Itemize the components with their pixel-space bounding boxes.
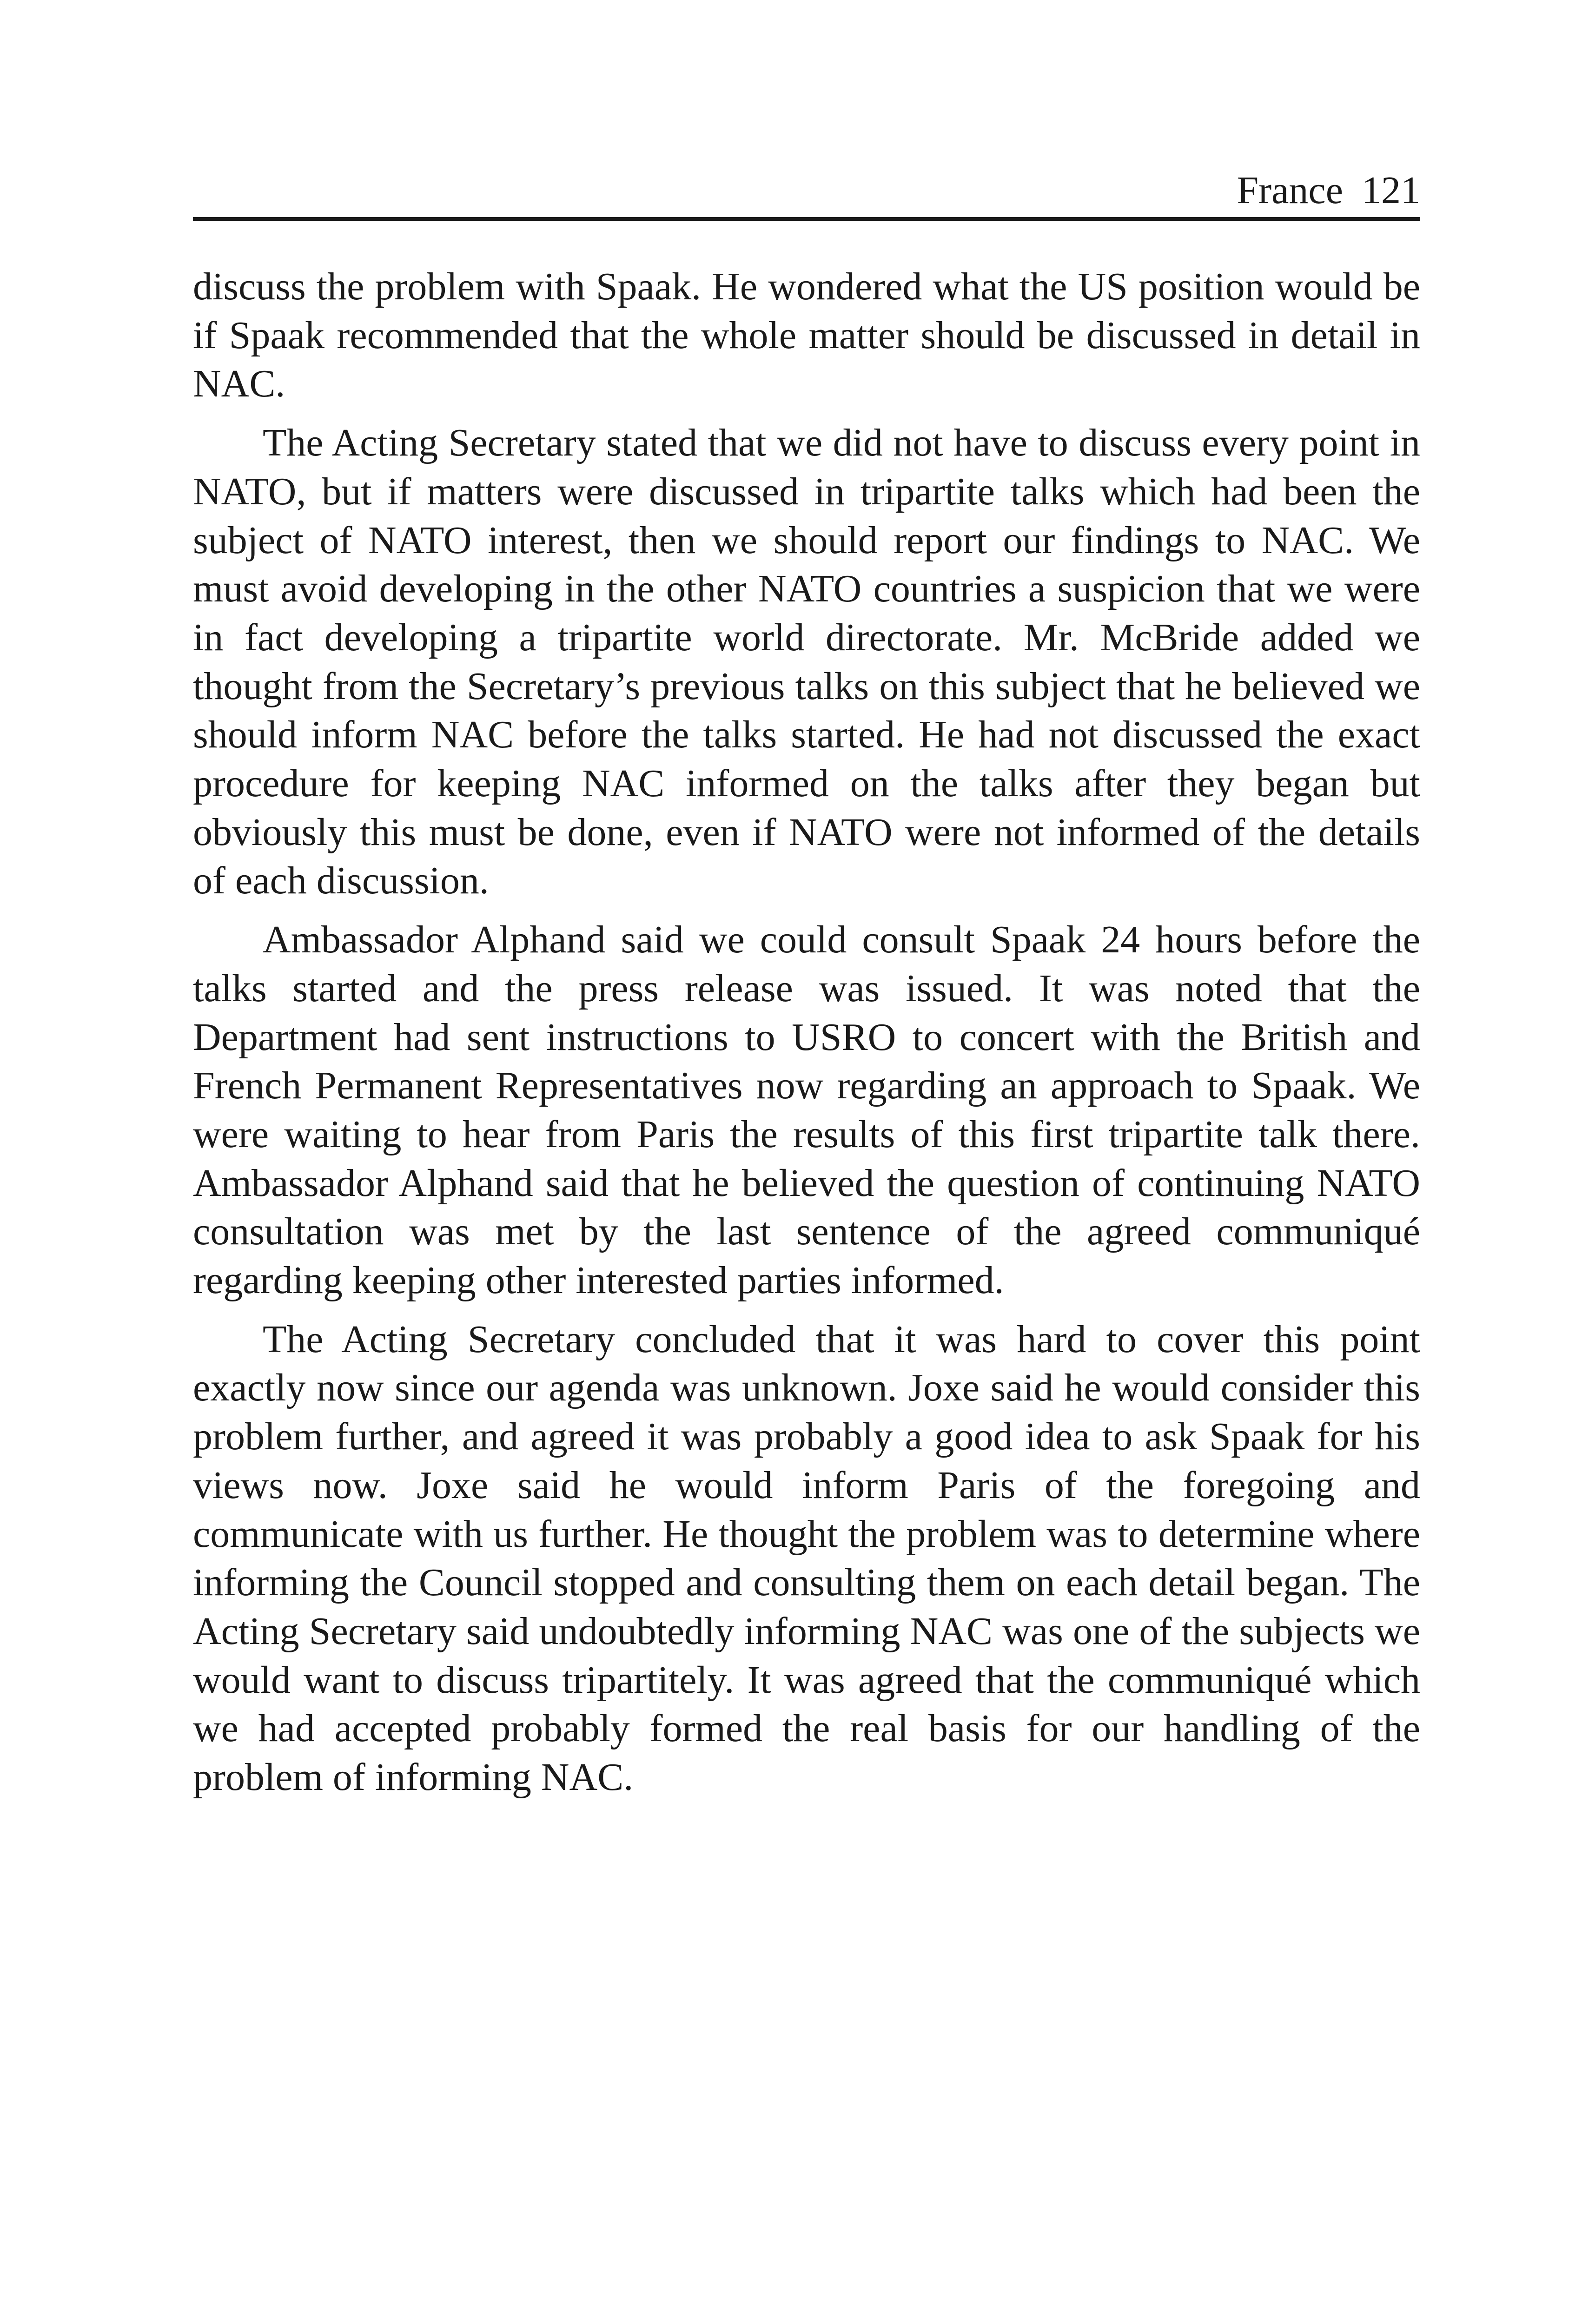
body-text — [193, 263, 1420, 1812]
paragraph-continuation: discuss the problem with Spaak. He wondered what the US position would be if Spaak recommended that the whole matter should be discussed in detail in NAC. — [193, 265, 1420, 406]
header-rule — [193, 217, 1420, 221]
section-title: France — [1237, 169, 1343, 212]
paragraph: The Acting Secretary concluded that it was hard to cover this point exactly now since our agenda was unknown. Joxe said he would consider this problem further, and agreed it was probably a good idea to ask Spaak for his views now. Joxe said he would inform Paris of the foregoing and communicate with us further. He thought the problem was to determine where informing the Council stopped and consulting them on each detail began. The Acting Secretary said undoubtedly informing NAC was one of the subjects we would want to discuss tripartitely. It was agreed that the communiqué which we had accepted probably formed the real basis for our handling of the problem of informing NAC. — [193, 1317, 1420, 1799]
running-head — [193, 165, 1420, 216]
page-number: 121 — [1362, 169, 1420, 212]
paragraph: Ambassador Alphand said we could consult Spaak 24 hours before the talks started and the press release was issued. It was noted that the Department had sent instructions to USRO to concert with the British and French Permanent Representatives now regarding an approach to Spaak. We were waiting to hear from Paris the results of this first tripartite talk there. Ambassador Alphand said that he believed the question of continuing NATO consultation was met by the last sentence of the agreed communiqué regarding keeping other interested parties informed. — [193, 918, 1420, 1302]
paragraph: The Acting Secretary stated that we did not have to discuss every point in NATO, but if matters were discussed in tripartite talks which had been the subject of NATO interest, then we should report our findings to NAC. We must avoid developing in the other NATO countries a suspicion that we were in fact developing a tripartite world directorate. Mr. McBride added we thought from the Secretary’s previous talks on this subject that he believed we should inform NAC before the talks started. He had not discussed the exact procedure for keeping NAC informed on the talks after they began but obviously this must be done, even if NATO were not informed of the details of each discussion. — [193, 421, 1420, 903]
